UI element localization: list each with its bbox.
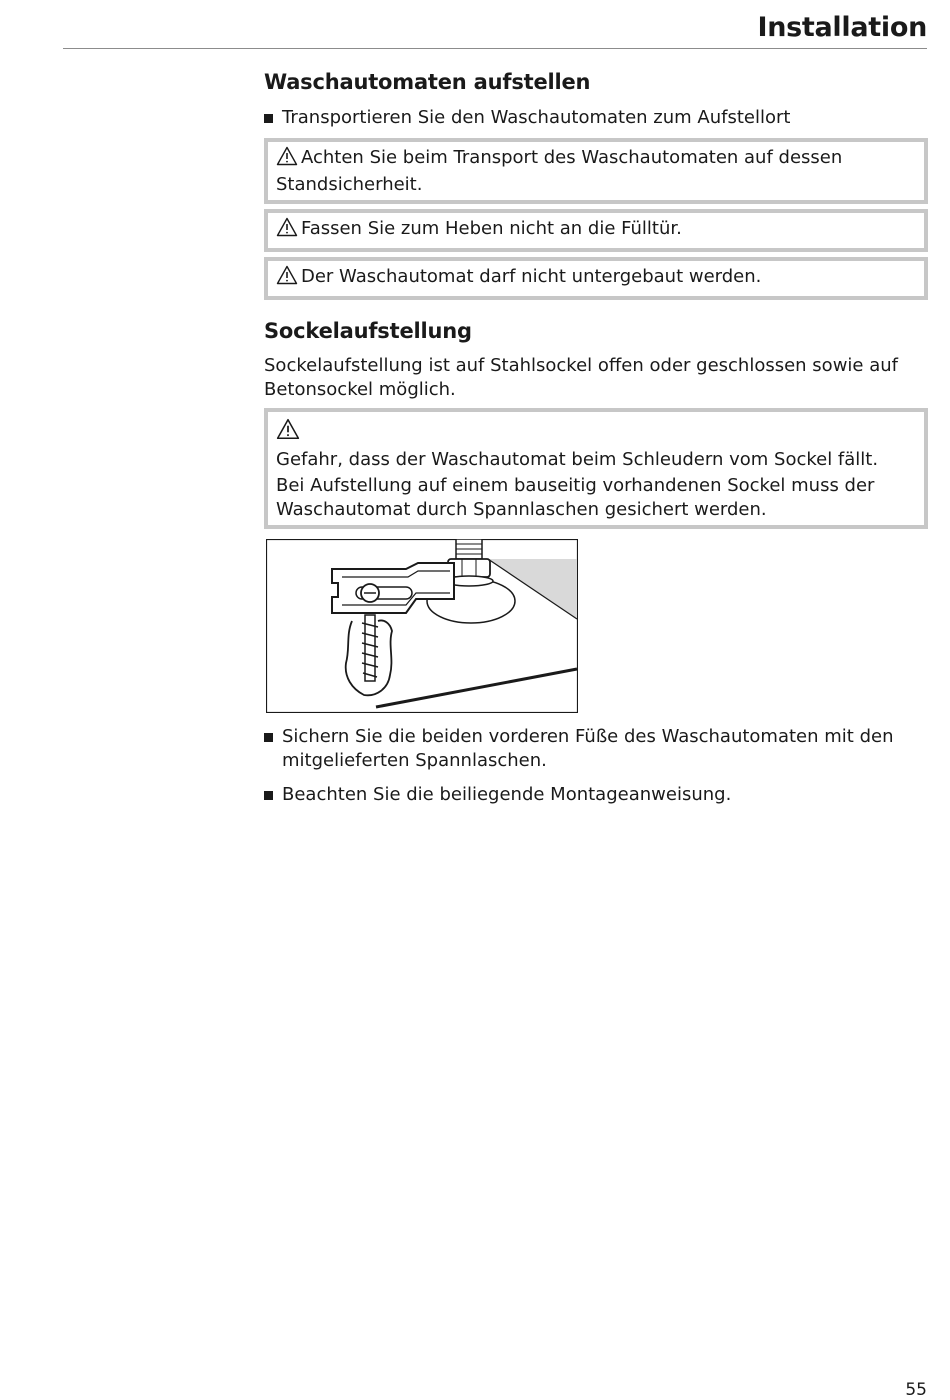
warning-text: Der Waschautomat darf nicht untergebaut werden. <box>301 266 762 287</box>
spannlasche-illustration <box>266 539 578 713</box>
warning-triangle-icon <box>276 146 298 173</box>
square-bullet-icon <box>264 733 273 742</box>
square-bullet-icon <box>264 114 273 123</box>
bullet-text: Sichern Sie die beiden vorderen Füße des Waschautomaten mit den mitgelieferten Spannlaschen. <box>282 726 894 771</box>
warning-triangle-icon <box>276 265 298 292</box>
bullet-item-montageanweisung <box>264 783 928 807</box>
bullet-item-spannlaschen <box>264 725 928 773</box>
square-bullet-icon <box>264 791 273 800</box>
heading-waschautomaten-aufstellen: Waschautomaten aufstellen <box>264 70 591 94</box>
warning-text-line2: Bei Aufstellung auf einem bauseitig vorhandenen Sockel muss der Waschautomat durch Spannlaschen gesichert werden. <box>276 475 875 520</box>
warning-text: Fassen Sie zum Heben nicht an die Fülltür. <box>301 218 682 239</box>
header-divider <box>63 48 927 49</box>
warning-box-sockel <box>264 408 928 529</box>
page-number: 55 <box>905 1380 927 1400</box>
warning-box-fuelltuer <box>264 209 928 252</box>
heading-sockelaufstellung: Sockelaufstellung <box>264 319 472 343</box>
bullet-text: Beachten Sie die beiliegende Montageanweisung. <box>282 784 732 805</box>
warning-text-line1: Gefahr, dass der Waschautomat beim Schleudern vom Sockel fällt. <box>276 449 879 470</box>
page-header-title: Installation <box>757 12 927 43</box>
warning-box-unterbau <box>264 257 928 300</box>
warning-triangle-icon <box>276 217 298 244</box>
bullet-item-transport <box>264 106 928 130</box>
warning-text: Achten Sie beim Transport des Waschautomaten auf dessen Standsicherheit. <box>276 147 843 195</box>
paragraph-sockel-intro: Sockelaufstellung ist auf Stahlsockel offen oder geschlossen sowie auf Betonsockel möglich. <box>264 355 898 400</box>
warning-box-transport <box>264 138 928 204</box>
bullet-text: Transportieren Sie den Waschautomaten zum Aufstellort <box>282 107 791 128</box>
warning-triangle-icon <box>276 418 300 447</box>
